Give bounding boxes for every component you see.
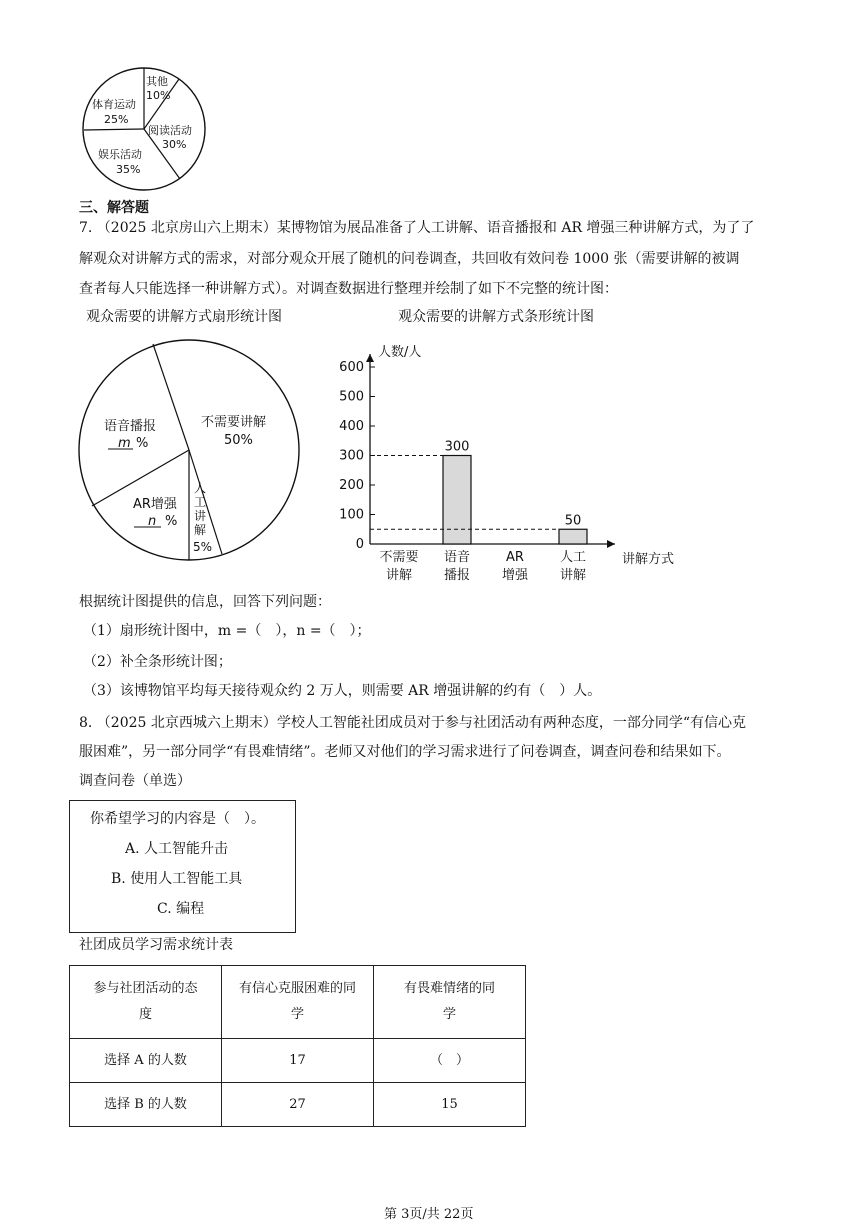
pie-label-no-need: 不需要讲解 — [201, 415, 267, 430]
stats-table — [69, 965, 526, 1127]
q7-sub2: （2）补全条形统计图； — [83, 654, 232, 670]
q7-after: 根据统计图提供的信息，回答下列问题： — [79, 594, 331, 610]
x-tick-label: 不需要 — [379, 550, 419, 565]
bar-chart-title: 观众需要的讲解方式条形统计图 — [398, 309, 594, 325]
section-title: 三、解答题 — [79, 200, 149, 216]
q7-sub3: （3）该博物馆平均每天接待观众约 2 万人，则需要 AR 增强讲解的约有（ ）人。 — [83, 683, 602, 699]
y-tick-label: 500 — [339, 389, 364, 405]
table-header-confident: 有信心克服困难的同 学 — [222, 966, 374, 1039]
pie-pct-human: 5% — [193, 540, 213, 554]
x-axis-arrow — [607, 540, 615, 548]
table-header-row — [70, 966, 526, 1039]
bar — [443, 456, 471, 545]
table-row — [70, 1083, 526, 1127]
pie-n-var: n — [148, 514, 157, 529]
pie-m-var: m — [118, 436, 131, 451]
bar — [559, 529, 587, 544]
x-tick-label: AR — [506, 550, 524, 565]
pie-pct-no-need: 50% — [224, 433, 253, 448]
survey-option-b: B. 使用人工智能工具 — [111, 871, 243, 887]
pie-label-human-2: 工 — [194, 495, 207, 509]
y-tick-label: 600 — [339, 360, 364, 375]
x-tick-label: 人工 — [559, 550, 587, 565]
table-title: 社团成员学习需求统计表 — [79, 937, 233, 953]
pie-label-human-1: 人 — [194, 481, 207, 495]
table-header-attitude: 参与社团活动的态 度 — [70, 966, 222, 1039]
q8-line1: 8. （2025 北京西城六上期末）学校人工智能社团成员对于参与社团活动有两种态度，一部分同学“有信心克 — [79, 715, 747, 731]
explain-method-bar-chart — [330, 336, 690, 586]
y-axis-arrow — [366, 354, 374, 362]
q8-line2: 服困难”，另一部分同学“有畏难情绪”。老师又对他们的学习需求进行了问卷调查，调查问卷和结果如下。 — [79, 744, 731, 760]
table-cell: 选择 B 的人数 — [70, 1083, 222, 1127]
q7-line1: 7. （2025 北京房山六上期末）某博物馆为展品准备了人工讲解、语音播报和 AR 增强三种讲解方式，为了了 — [79, 220, 755, 236]
pie-label-voice: 语音播报 — [104, 419, 157, 434]
survey-question: 你希望学习的内容是（ ）。 — [90, 811, 265, 827]
page-footer: 第 3页/共 22页 — [384, 1207, 474, 1222]
table-cell: 17 — [222, 1039, 374, 1083]
q7-sub1: （1）扇形统计图中，m =（ ），n =（ ）； — [83, 623, 371, 639]
survey-label: 调查问卷（单选） — [79, 773, 191, 789]
survey-option-c: C. 编程 — [157, 901, 205, 917]
pie-label-other: 其他 — [146, 75, 168, 88]
x-tick-label: 语音 — [443, 550, 471, 565]
bar-x-axis-label: 讲解方式 — [622, 552, 675, 567]
table-cell: 选择 A 的人数 — [70, 1039, 222, 1083]
y-tick-label: 200 — [339, 478, 364, 493]
pie-label-ar: AR增强 — [133, 497, 177, 512]
pie-label-human-4: 解 — [194, 523, 207, 537]
table-cell: 15 — [374, 1083, 526, 1127]
pie-label-sports: 体育运动 — [92, 98, 136, 111]
y-tick-label: 400 — [339, 419, 364, 434]
survey-box — [69, 800, 296, 933]
table-header-fearful: 有畏难情绪的同 学 — [374, 966, 526, 1039]
table-cell: （ ） — [374, 1039, 526, 1083]
bar-y-axis-label: 人数/人 — [378, 345, 422, 360]
pie-chart-title: 观众需要的讲解方式扇形统计图 — [86, 309, 282, 325]
pie-pct-entertainment: 35% — [116, 163, 141, 176]
x-tick-label: 播报 — [443, 568, 471, 583]
x-tick-label: 讲解 — [559, 568, 587, 583]
pie-label-human-3: 讲 — [194, 509, 207, 523]
y-tick-label: 0 — [355, 537, 364, 552]
q7-line3: 查者每人只能选择一种讲解方式）。对调查数据进行整理并绘制了如下不完整的统计图： — [79, 281, 618, 297]
y-tick-label: 100 — [339, 507, 364, 523]
bar-data-label: 300 — [444, 439, 470, 455]
pie-pct-other: 10% — [146, 89, 171, 102]
survey-option-a: A. 人工智能升击 — [125, 841, 229, 857]
pie-m-suffix: % — [136, 436, 149, 451]
activity-pie-chart — [78, 66, 210, 194]
y-tick-label: 300 — [339, 448, 364, 464]
pie-n-suffix: % — [165, 514, 178, 529]
explain-method-pie-chart — [76, 338, 304, 564]
q7-line2: 解观众对讲解方式的需求，对部分观众开展了随机的问卷调查，共回收有效问卷 1000 张（需要讲解的被调 — [79, 251, 740, 267]
bar-data-label: 50 — [564, 513, 582, 529]
x-tick-label: 讲解 — [385, 568, 413, 583]
pie-pct-reading: 30% — [162, 138, 187, 151]
x-tick-label: 增强 — [501, 568, 529, 583]
pie-label-reading: 阅读活动 — [148, 124, 192, 137]
pie-label-entertainment: 娱乐活动 — [98, 148, 142, 161]
pie-pct-sports: 25% — [104, 113, 129, 126]
table-row — [70, 1039, 526, 1083]
table-cell: 27 — [222, 1083, 374, 1127]
